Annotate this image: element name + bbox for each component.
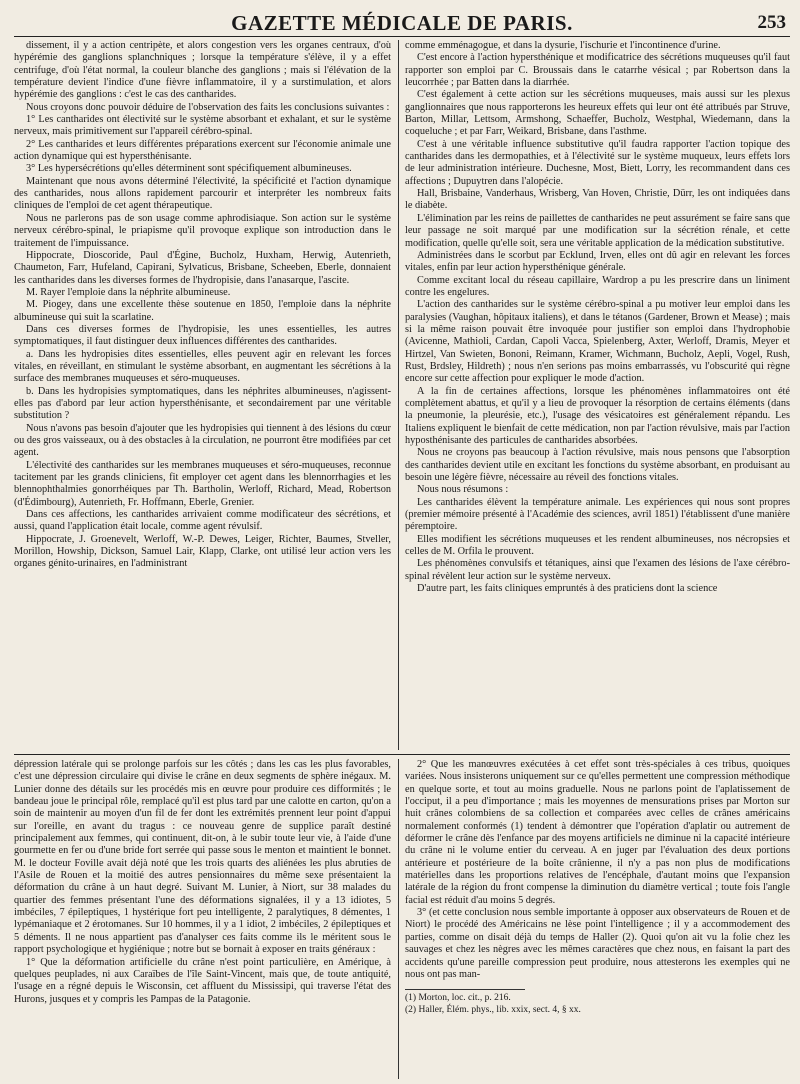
paragraph: Dans ces affections, les cantharides arrivaient comme modificateur des sécrétions, et aussi, quand l'application était locale, comme agent révulsif. — [14, 509, 391, 533]
paragraph: 3° (et cette conclusion nous semble importante à opposer aux observateurs de Rouen et de Niort) le procédé des Américains ne lèse point l'intelligence ; il y a accommodement des parties, comme on disait déjà du temps de Haller (2). Quoi qu'on ait vu la folie chez les sauvages et chez les nègres avec les mêmes caractères que chez nous, en faisant la part des accidents qu'une pareille compression peut produire, nous attesterons les exemples qui ne nous ont pas man- — [405, 907, 790, 980]
paragraph: C'est encore à l'action hypersthénique et modificatrice des sécrétions muqueuses qu'il faut rapporter son emploi par C. Broussais dans le catarrhe vésical ; par Robertson dans la leucorrhée ; par Batten dans la diarrhée. — [405, 52, 790, 89]
column-divider — [398, 759, 399, 1079]
paragraph: 3° Les hypersécrétions qu'elles déterminent sont spécifiquement albumineuses. — [26, 163, 352, 175]
lower-right-column — [405, 759, 790, 1079]
footnote: (2) Haller, Élém. phys., lib. xxix, sect. 4, § xx. — [405, 1004, 581, 1015]
paragraph: Hippocrate, Dioscoride, Paul d'Égine, Bucholz, Huxham, Herwig, Autenrieth, Chaumeton, Farr, Hufeland, Capirani, Sylvaticus, Brisbane, Scheeben, Eberle, donnaient les cantharides dans les diverses formes de l'hydropisie, dans l'anasarque, l'ascite. — [14, 249, 391, 286]
lower-left-column — [14, 759, 391, 1079]
paragraph: Les phénomènes convulsifs et tétaniques, ainsi que l'examen des lésions de l'axe cérébro-spinal révèlent leur action sur le système nerveux. — [405, 558, 790, 582]
paragraph: Maintenant que nous avons déterminé l'électivité, la spécificité et l'action dynamique des cantharides, nous allons rapidement parcourir et interpréter les nombreux faits cliniques de l'emploi de cet agent thérapeutique. — [14, 175, 391, 212]
paragraph: L'élimination par les reins de paillettes de cantharides ne peut assurément se faire sans que leur passage ne soit marqué par une modification sur la sécrétion rénale, et cette modification, quelle qu'elle soit, sera une véritable application de la médication substitutive. — [405, 212, 790, 249]
paragraph: Dans ces diverses formes de l'hydropisie, les unes essentielles, les autres symptomatiques, il faut distinguer deux influences différentes des cantharides. — [14, 323, 391, 348]
paragraph: dépression latérale qui se prolonge parfois sur les côtés ; dans les cas les plus favorables, c'est une dépression circulaire qui divise le crâne en deux segments de sphère inégaux. M. Lunier donne des détails sur les procédés mis en œuvre pour produire ces difformités ; le bandeau joue le principal rôle, remplacé qu'il est plus tard par une calotte en carton, qu'on a soin de maintenir au moyen d'un fil de fer dont les extrémités prennent leur point d'appui sur l'oreille, en avant du tragus : ce nouveau genre de supplice paraît destiné principalement aux femmes, qui continuent, dit-on, à le subir toute leur vie, à l'aide d'une gourmette en fer ou d'une bride fort serrée qui passe sous le menton et maintient le bonnet. M. le docteur Foville avait déjà noté que les trois quarts des aliénées les plus abruties de l'Asile de Rouen et la moitié des autres pensionnaires du même sexe présentaient la déformation du crâne à un haut degré. Suivant M. Lunier, à Niort, sur 38 malades du quartier des femmes présentant l'une des déformations signalées, il y a 13 idiotes, 5 imbéciles, 7 épileptiques, 1 hystérique fort peu intelligente, 2 paralytiques, 8 démentes, 1 lypémaniaque et 2 érotomanes. Sur 10 hommes, il y a 1 idiot, 2 imbéciles, 2 épileptiques et 5 déments. Il ne nous appartient pas d'analyser ces faits comme ils le méritent sous le rapport psychologique et hygiénique ; notre but se bornait à exposer en traits généraux : — [14, 759, 391, 956]
upper-left-column — [14, 40, 391, 750]
paragraph: L'action des cantharides sur le système cérébro-spinal a pu motiver leur emploi dans les paralysies (Vaughan, hôpitaux italiens), et dans le tétanos (Gardener, Brown et Mease) ; mais si la même raison pouvait être invoquée pour justifier son emploi dans l'hydrophobie (Avicenne, Mathioli, Cardan, Capoli Vacca, Spielenberg, Axter, Werloff, Dramis, Meyer et Hirtzel, Van Swieten, Bononi, Reimann, Kramer, Wichmann, Bucholz, Aepli, Vogel, Rush, Rust, Brdsley, Hildreth) ; nous n'en serions pas moins embarrassés, vu l'obscurité qui règne encore sur cette affection pour expliquer le mode d'action. — [405, 299, 790, 385]
paragraph: C'est également à cette action sur les sécrétions muqueuses, mais aussi sur les plexus ganglionnaires que nous rapporterons les heureux effets qui leur ont été attribués par Struve, Barton, Millar, Lettsom, Armshong, Schaeffer, Bucholz, Westphal, Wiedemann, dans la coqueluche ; et par Farr, Weikard, Brisbane, dans l'asthme. — [405, 89, 790, 138]
paragraph: Nous ne parlerons pas de son usage comme aphrodisiaque. Son action sur le système nerveux cérébro-spinal, le priapisme qu'il provoque explique son introduction dans le traitement de l'impuissance. — [14, 212, 391, 249]
paragraph: Administrées dans le scorbut par Ecklund, Irven, elles ont dû agir en relevant les forces vitales, enfin par leur action hypersthénique générale. — [405, 249, 790, 274]
paragraph: Nous croyons donc pouvoir déduire de l'observation des faits les conclusions suivantes : — [26, 101, 390, 113]
paragraph: Hippocrate, J. Groenevelt, Werloff, W.-P. Dewes, Leiger, Richter, Baumes, Stveller, Morillon, Howship, Dickson, Samuel Lair, Klapp, Clarke, ont utilisé leur action vers les organes génito-urinaires, en l'administrant — [14, 533, 391, 570]
paragraph: 2° Que les manœuvres exécutées à cet effet sont très-spéciales à ces tribus, quoiques variées. Nous insisterons uniquement sur ce qu'elles permettent une compression méthodique en quelque sorte, et tout au moins graduelle. Nous ne parlons point de l'aplatissement de l'occiput, il a peu d'importance ; mais les moyennes de mensurations prises par Morton sur huit crânes colombiens de sa collection et comparées avec celles de crânes américains normalement conformés (1) tendent à démontrer que l'opération d'aplatir ou autrement de déformer le crâne dès l'enfance par des moyens artificiels ne diminue ni la capacité intérieure du crâne ni le volume entier du cerveau. A en juger par l'évaluation des deux portions antérieure et postérieure de la boîte crânienne, il n'y a pas non plus de modifications matérielles dans les proportions relatives de l'encéphale, d'autant moins que l'expansion latérale de la région du front compense la diminution du diamètre vertical ; toute fois l'angle facial est réduit d'au moins 5 degrés. — [405, 759, 790, 906]
paragraph: Nous n'avons pas besoin d'ajouter que les hydropisies qui tiennent à des lésions du cœur ou des gros vaisseaux, ou à des obstacles à la circulation, ne pourront être modifiées par cet agent. — [14, 422, 391, 459]
newspaper-page — [14, 6, 790, 1078]
paragraph: M. Rayer l'emploie dans la néphrite albumineuse. — [26, 286, 231, 298]
paragraph: dissement, il y a action centripète, et alors congestion vers les organes centraux, d'où hypérémie des ganglions splanchniques ; lorsque la température s'élève, il y a effet centrifuge, d'où l'état normal, la couleur blanche des ganglions ; mais si l'élévation de la température devient l'indice d'une fièvre inflammatoire, il y a surstimulation, et alors hypérémie des ganglions : c'est le cas des cantharides. — [14, 40, 391, 101]
paragraph: Elles modifient les sécrétions muqueuses et les rendent albumineuses, nos nécropsies et celles de M. Orfila le prouvent. — [405, 533, 790, 558]
paragraph: Comme excitant local du réseau capillaire, Wardrop a pu les prescrire dans un liniment contre les engelures. — [405, 274, 790, 298]
footnote: (1) Morton, loc. cit., p. 216. — [405, 993, 511, 1004]
feuilleton-section — [14, 754, 790, 1079]
paragraph: M. Piogey, dans une excellente thèse soutenue en 1850, l'emploie dans la néphrite albumineuse qui suit la scarlatine. — [14, 299, 391, 323]
paragraph: 1° Les cantharides ont électivité sur le système absorbant et exhalant, et sur le système nerveux, mais primitivement sur l'appareil cérébro-spinal. — [14, 114, 391, 138]
paragraph: 1° Que la déformation artificielle du crâne n'est point particulière, en Amérique, à quelques peuplades, ni aux Caraïbes de l'île Saint-Vincent, mais que, de toute antiquité, l'usage en a régné depuis le Wisconsin, cet affluent du Mississipi, qui traverse l'état des Hurons, jusques et y compris les Pampas de la Patagonie. — [14, 956, 391, 1005]
paragraph: Nous nous résumons : — [417, 484, 509, 496]
paragraph: Hall, Brisbaine, Vanderhaus, Wrisberg, Van Hoven, Christie, Dürr, les ont indiquées dans le diabète. — [405, 188, 790, 212]
paragraph: Nous ne croyons pas beaucoup à l'action révulsive, mais nous pensons que l'absorption des cantharides devient utile en excitant les fonctions du système absorbant, en produisant au besoin une légère fièvre, nécessaire au réveil des fonctions vitales. — [405, 447, 790, 484]
paragraph: comme emménagogue, et dans la dysurie, l'ischurie et l'incontinence d'urine. — [405, 40, 721, 51]
upper-right-column — [405, 40, 790, 750]
paragraph: C'est à une véritable influence substitutive qu'il faudra rapporter l'action topique des cantharides dans les dermopathies, et à l'électivité sur le système muqueux, leurs effets lors de leur administration intérieure. Duchesne, Most, Biett, Lorry, les recommandent dans ces affections ; Dupuytren dans l'alopécie. — [405, 138, 790, 187]
paragraph: L'électivité des cantharides sur les membranes muqueuses et séro-muqueuses, reconnue tacitement par les grands cliniciens, fit employer cet agent dans les blennorrhagies et les blennophthalmies gonorrhéiques par Th. Bartholin, Werloff, Richard, Mead, Robertson (d'Édimbourg), Autenrieth, Fr. Hoffmann, Eberle, Grenier. — [14, 459, 391, 508]
running-title: GAZETTE MÉDICALE DE PARIS. — [231, 11, 573, 35]
paragraph: D'autre part, les faits cliniques empruntés à des praticiens dont la science — [417, 583, 718, 595]
paragraph: Les cantharides élèvent la température animale. Les expériences qui nous sont propres (premier mémoire présenté à l'Académie des sciences, avril 1851) l'établissent d'une manière péremptoire. — [405, 496, 790, 533]
footnote-rule — [405, 989, 525, 990]
paragraph: a. Dans les hydropisies dites essentielles, elles peuvent agir en relevant les forces vitales, en réveillant, en stimulant le système absorbant, en augmentant les sécrétions à la surface des membranes muqueuses et séro-muqueuses. — [14, 348, 391, 385]
column-divider — [398, 40, 399, 750]
paragraph: 2° Les cantharides et leurs différentes préparations exercent sur l'économie animale une action dynamique qui est hypersthénisante. — [14, 138, 391, 163]
paragraph: A la fin de certaines affections, lorsque les phénomènes inflammatoires ont été complètement abattus, et qu'il y a lieu de provoquer la résorption de certains éléments (dans la pneumonie, la pleurésie, etc.), l'usage des vésicatoires est généralement répandu. Les Italiens expliquent le bienfait de cette médication, non par l'action révulsive, mais par l'action hyposthénisante des particules de cantharides absorbées. — [405, 385, 790, 446]
page-number: 253 — [757, 12, 786, 33]
paragraph: b. Dans les hydropisies symptomatiques, dans les néphrites albumineuses, n'agissent-elles pas d'abord par leur action hypersthénisante, et secondairement par une véritable substitution ? — [14, 385, 391, 422]
article-upper-section — [14, 40, 790, 750]
page-header — [14, 6, 790, 37]
